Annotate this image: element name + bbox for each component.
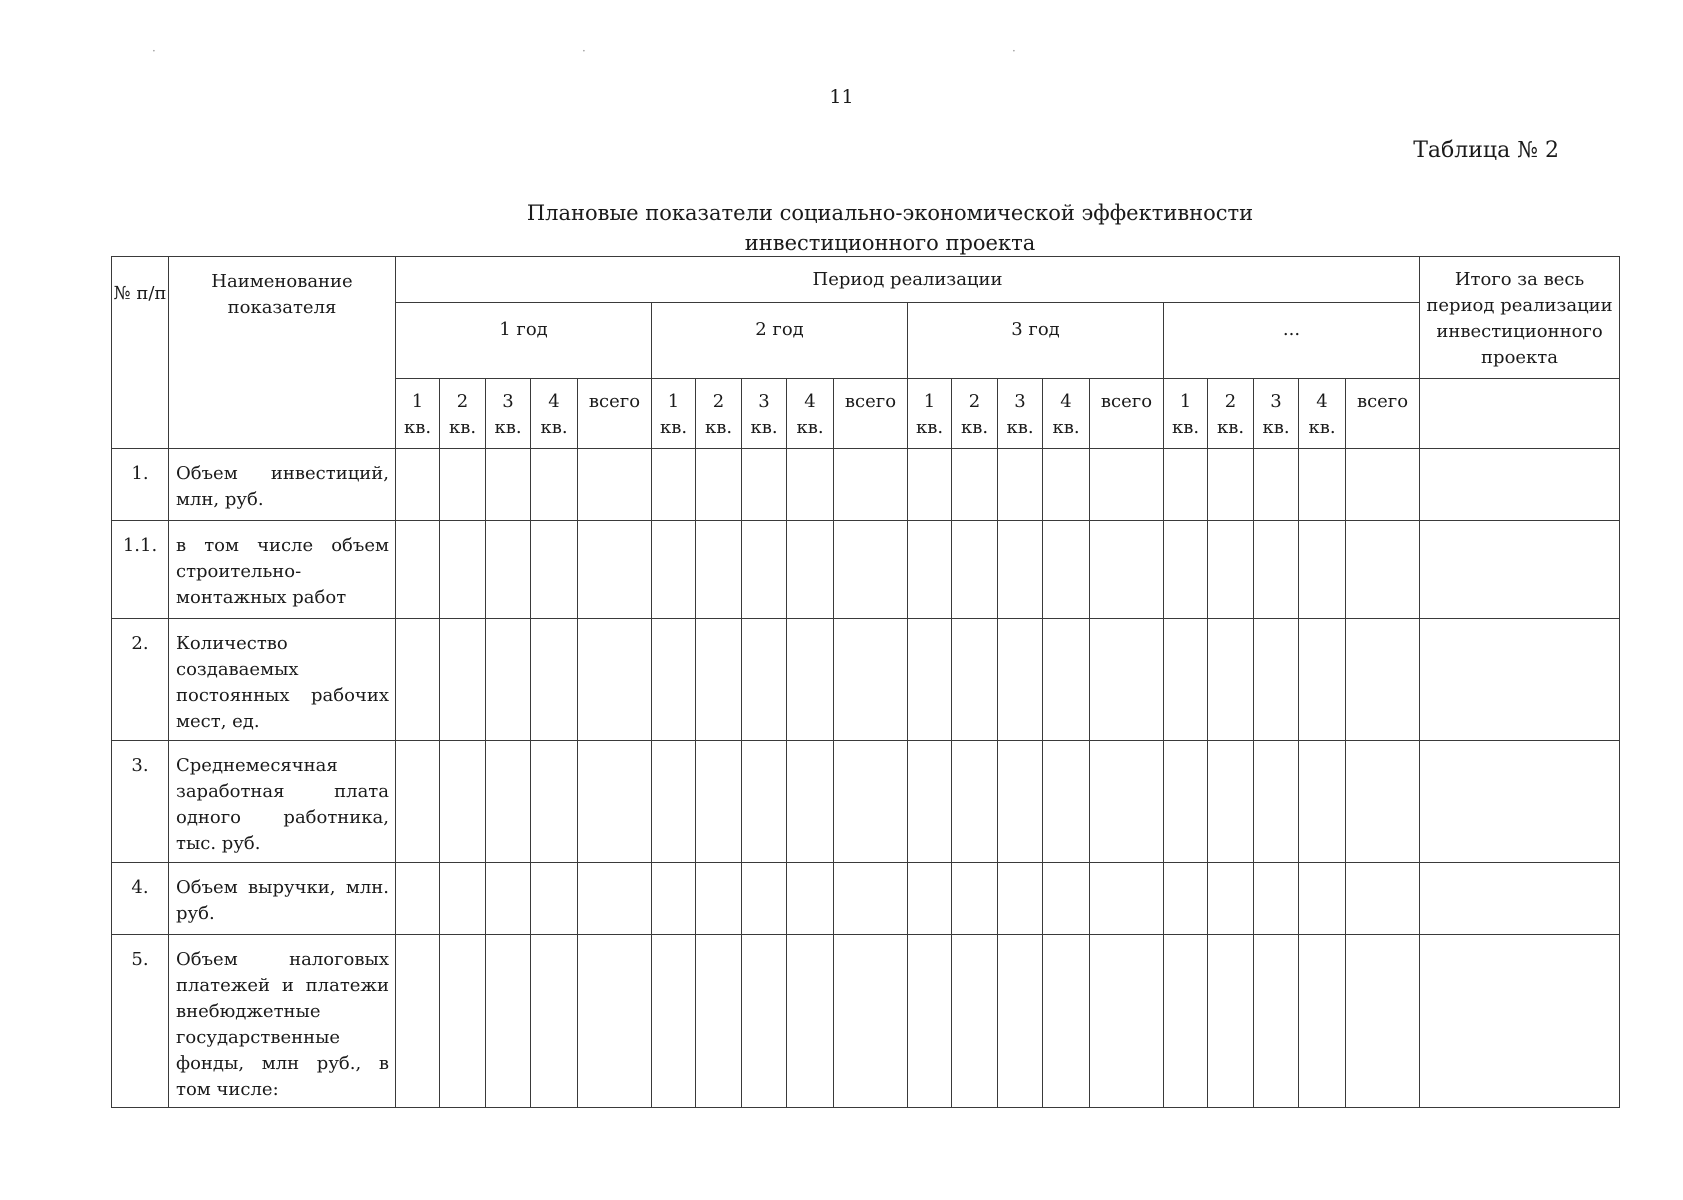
quarter-number: 4 [1060, 391, 1072, 412]
quarter-unit: кв. [448, 417, 477, 438]
scan-dot: · [582, 44, 586, 58]
quarter-unit: кв. [960, 417, 989, 438]
value-cell [652, 935, 696, 1108]
value-cell [998, 521, 1043, 619]
quarter-number: 2 [1224, 391, 1237, 412]
header-quarter [1208, 379, 1254, 449]
value-cell [1254, 741, 1299, 863]
value-cell [908, 619, 952, 741]
header-year-total: всего [1346, 379, 1420, 449]
table-row [112, 741, 1620, 863]
value-cell [696, 619, 742, 741]
value-cell [578, 741, 652, 863]
value-cell [486, 741, 531, 863]
value-cell [952, 521, 998, 619]
value-cell [742, 741, 787, 863]
value-cell [696, 863, 742, 935]
value-cell [952, 449, 998, 521]
value-cell [1346, 521, 1420, 619]
value-cell [1043, 863, 1090, 935]
value-cell [1090, 863, 1164, 935]
row-number: 5. [112, 935, 169, 1108]
value-cell [1420, 521, 1620, 619]
quarter-number: 3 [758, 391, 770, 412]
header-quarter [440, 379, 486, 449]
value-cell [1346, 449, 1420, 521]
quarter-number: 1 [667, 391, 680, 412]
value-cell [486, 863, 531, 935]
value-cell [440, 741, 486, 863]
value-cell [531, 521, 578, 619]
value-cell [486, 619, 531, 741]
quarter-number: 3 [502, 391, 514, 412]
value-cell [1164, 935, 1208, 1108]
header-year-more: ... [1164, 303, 1420, 379]
row-number: 3. [112, 741, 169, 863]
quarter-unit: кв. [659, 417, 688, 438]
value-cell [1208, 863, 1254, 935]
row-number: 1. [112, 449, 169, 521]
quarter-number: 4 [548, 391, 560, 412]
indicators-table [111, 256, 1620, 1108]
value-cell [1090, 449, 1164, 521]
header-quarter [787, 379, 834, 449]
quarter-number: 3 [1014, 391, 1026, 412]
value-cell [440, 521, 486, 619]
header-year-3: 3 год [908, 303, 1164, 379]
table-row [112, 619, 1620, 741]
value-cell [908, 863, 952, 935]
table-row [112, 521, 1620, 619]
value-cell [696, 935, 742, 1108]
row-number: 2. [112, 619, 169, 741]
value-cell [998, 449, 1043, 521]
value-cell [486, 449, 531, 521]
quarter-number: 1 [1179, 391, 1192, 412]
value-cell [1420, 449, 1620, 521]
header-year-total: всего [834, 379, 908, 449]
value-cell [1164, 521, 1208, 619]
quarter-unit: кв. [1006, 417, 1034, 438]
row-indicator-name: Количество создаваемых постоянных рабочих мест, ед. [169, 619, 396, 741]
value-cell [1254, 935, 1299, 1108]
quarter-unit: кв. [494, 417, 522, 438]
header-quarter [486, 379, 531, 449]
value-cell [1164, 619, 1208, 741]
quarter-unit: кв. [403, 417, 432, 438]
value-cell [1208, 449, 1254, 521]
value-cell [1208, 619, 1254, 741]
value-cell [908, 935, 952, 1108]
value-cell [1254, 863, 1299, 935]
value-cell [578, 619, 652, 741]
value-cell [440, 619, 486, 741]
value-cell [396, 741, 440, 863]
row-indicator-name: в том числе объем строительно-монтажных работ [169, 521, 396, 619]
table-label: Таблица № 2 [1413, 138, 1559, 163]
value-cell [696, 741, 742, 863]
value-cell [1043, 741, 1090, 863]
value-cell [1090, 935, 1164, 1108]
value-cell [396, 863, 440, 935]
table-title-line-2: инвестиционного проекта [744, 231, 1036, 255]
value-cell [998, 619, 1043, 741]
header-quarter [1254, 379, 1299, 449]
value-cell [696, 521, 742, 619]
quarter-unit: кв. [750, 417, 778, 438]
value-cell [1164, 741, 1208, 863]
value-cell [578, 521, 652, 619]
value-cell [998, 935, 1043, 1108]
value-cell [531, 449, 578, 521]
scan-dot: · [152, 44, 156, 58]
quarter-unit: кв. [1052, 417, 1080, 438]
value-cell [1299, 619, 1346, 741]
value-cell [1346, 741, 1420, 863]
value-cell [834, 863, 908, 935]
quarter-number: 2 [712, 391, 725, 412]
value-cell [1090, 521, 1164, 619]
value-cell [531, 863, 578, 935]
quarter-unit: кв. [704, 417, 733, 438]
value-cell [652, 741, 696, 863]
value-cell [1346, 863, 1420, 935]
value-cell [742, 935, 787, 1108]
value-cell [1299, 935, 1346, 1108]
value-cell [531, 619, 578, 741]
value-cell [834, 935, 908, 1108]
quarter-number: 1 [923, 391, 936, 412]
quarter-number: 4 [1316, 391, 1328, 412]
value-cell [1043, 935, 1090, 1108]
header-quarter [652, 379, 696, 449]
quarter-unit: кв. [1308, 417, 1336, 438]
header-quarter [1043, 379, 1090, 449]
value-cell [742, 863, 787, 935]
value-cell [952, 619, 998, 741]
quarter-number: 3 [1270, 391, 1282, 412]
header-num: № п/п [112, 257, 169, 449]
value-cell [1254, 619, 1299, 741]
value-cell [1164, 863, 1208, 935]
header-quarter [998, 379, 1043, 449]
value-cell [1164, 449, 1208, 521]
value-cell [834, 741, 908, 863]
row-indicator-name: Среднемесячная заработная плата одного работника, тыс. руб. [169, 741, 396, 863]
value-cell [1043, 521, 1090, 619]
value-cell [1420, 863, 1620, 935]
value-cell [396, 935, 440, 1108]
value-cell [908, 449, 952, 521]
value-cell [787, 619, 834, 741]
value-cell [952, 741, 998, 863]
value-cell [652, 521, 696, 619]
value-cell [742, 619, 787, 741]
value-cell [396, 521, 440, 619]
value-cell [1208, 741, 1254, 863]
row-indicator-name: Объем инвестиций, млн, руб. [169, 449, 396, 521]
value-cell [952, 935, 998, 1108]
value-cell [1420, 619, 1620, 741]
header-total-blank [1420, 379, 1620, 449]
header-year-total: всего [578, 379, 652, 449]
value-cell [952, 863, 998, 935]
header-year-1: 1 год [396, 303, 652, 379]
value-cell [998, 863, 1043, 935]
value-cell [396, 449, 440, 521]
quarter-number: 1 [411, 391, 424, 412]
value-cell [440, 935, 486, 1108]
value-cell [1420, 935, 1620, 1108]
value-cell [787, 449, 834, 521]
row-indicator-name: Объем выручки, млн. руб. [169, 863, 396, 935]
value-cell [1208, 521, 1254, 619]
value-cell [1043, 449, 1090, 521]
value-cell [998, 741, 1043, 863]
table-row [112, 935, 1620, 1108]
value-cell [486, 521, 531, 619]
row-number: 4. [112, 863, 169, 935]
value-cell [578, 863, 652, 935]
quarter-number: 2 [968, 391, 981, 412]
value-cell [440, 863, 486, 935]
value-cell [486, 935, 531, 1108]
quarter-unit: кв. [1171, 417, 1200, 438]
header-total: Итого за весь период реализации инвестиционного проекта [1420, 257, 1620, 379]
header-name: Наименование показателя [169, 257, 396, 449]
value-cell [1346, 619, 1420, 741]
header-quarter [742, 379, 787, 449]
header-period: Период реализации [396, 257, 1420, 303]
value-cell [440, 449, 486, 521]
value-cell [652, 449, 696, 521]
header-quarter [531, 379, 578, 449]
value-cell [787, 935, 834, 1108]
value-cell [1346, 935, 1420, 1108]
table-row [112, 863, 1620, 935]
value-cell [787, 863, 834, 935]
value-cell [1420, 741, 1620, 863]
value-cell [1090, 619, 1164, 741]
value-cell [1254, 449, 1299, 521]
table-row [112, 449, 1620, 521]
value-cell [1299, 863, 1346, 935]
value-cell [1299, 521, 1346, 619]
value-cell [531, 741, 578, 863]
value-cell [531, 935, 578, 1108]
value-cell [742, 449, 787, 521]
quarter-unit: кв. [1216, 417, 1245, 438]
scan-dot: · [1012, 44, 1016, 58]
value-cell [1299, 449, 1346, 521]
value-cell [652, 619, 696, 741]
value-cell [908, 741, 952, 863]
value-cell [834, 521, 908, 619]
header-quarter [696, 379, 742, 449]
header-year-total: всего [1090, 379, 1164, 449]
header-quarter [1164, 379, 1208, 449]
quarter-unit: кв. [796, 417, 824, 438]
value-cell [578, 935, 652, 1108]
quarter-unit: кв. [915, 417, 944, 438]
value-cell [787, 521, 834, 619]
header-quarter [952, 379, 998, 449]
value-cell [908, 521, 952, 619]
value-cell [1090, 741, 1164, 863]
header-quarter [908, 379, 952, 449]
value-cell [1043, 619, 1090, 741]
header-quarter [1299, 379, 1346, 449]
value-cell [834, 449, 908, 521]
value-cell [787, 741, 834, 863]
value-cell [396, 619, 440, 741]
value-cell [1208, 935, 1254, 1108]
page-number: 11 [829, 86, 854, 108]
row-indicator-name: Объем налоговых платежей и платежи внебюджетные государственные фонды, млн руб., в том числе: [169, 935, 396, 1108]
header-quarter [396, 379, 440, 449]
value-cell [1299, 741, 1346, 863]
value-cell [834, 619, 908, 741]
quarter-unit: кв. [1262, 417, 1290, 438]
quarter-number: 4 [804, 391, 816, 412]
row-number: 1.1. [112, 521, 169, 619]
value-cell [742, 521, 787, 619]
quarter-unit: кв. [540, 417, 568, 438]
value-cell [1254, 521, 1299, 619]
quarter-number: 2 [456, 391, 469, 412]
table-title [390, 198, 1390, 258]
value-cell [578, 449, 652, 521]
table-title-line-1: Плановые показатели социально-экономической эффективности [526, 201, 1254, 225]
value-cell [696, 449, 742, 521]
value-cell [652, 863, 696, 935]
header-year-2: 2 год [652, 303, 908, 379]
